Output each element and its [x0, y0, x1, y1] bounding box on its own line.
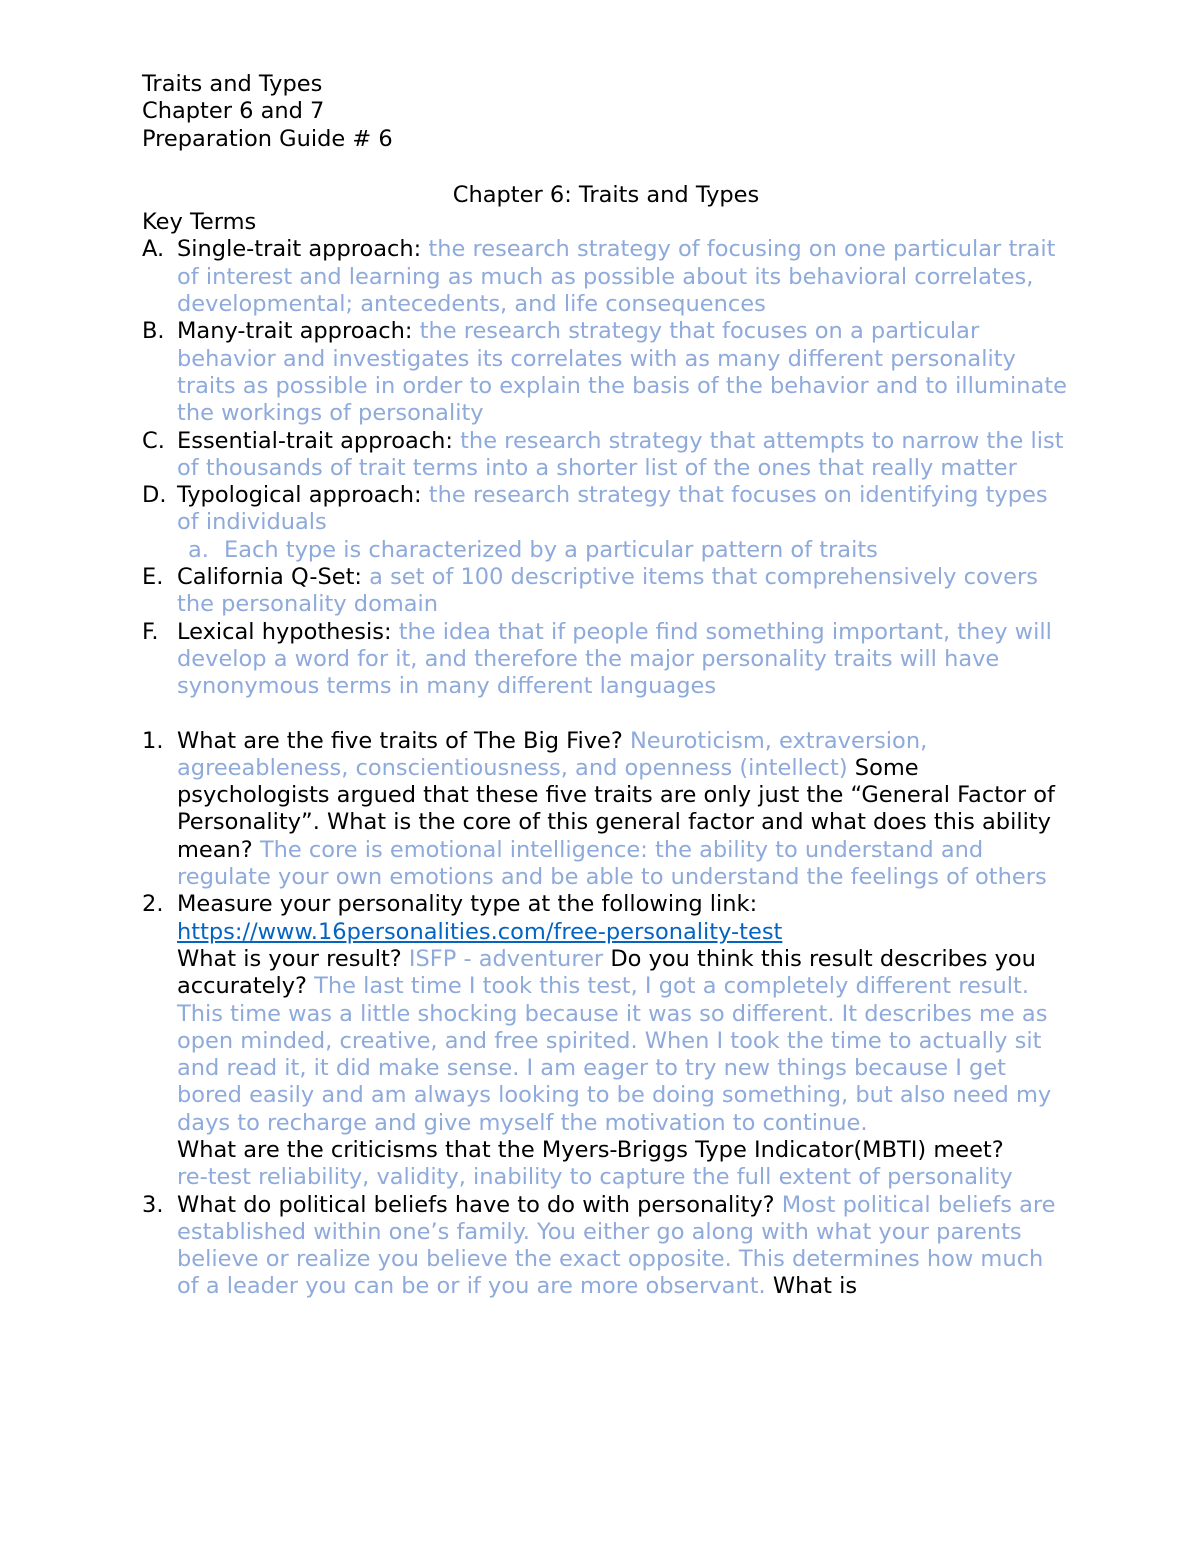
- question-text: What are the criticisms that the Myers-Briggs Type Indicator(MBTI) meet?: [177, 1136, 1004, 1163]
- key-term-item: [142, 236, 1070, 318]
- question-text: Do you think this result describes you accurately?: [177, 945, 1036, 1000]
- term-definition: a set of 100 descriptive items that comprehensively covers the personality domain: [177, 564, 1038, 618]
- spacer: [142, 153, 1070, 182]
- header-guide-number: Preparation Guide # 6: [142, 125, 393, 152]
- spacer: [142, 701, 1070, 728]
- answer-text: The core is emotional intelligence: the ability to understand and regulate your own emotions and be able to understand the feelings of others: [177, 836, 1047, 891]
- key-terms-heading: Key Terms: [142, 209, 257, 236]
- list-marker: E.: [142, 564, 164, 591]
- question-item-2: [142, 891, 1070, 1191]
- list-marker: B.: [142, 318, 165, 345]
- term-name: Typological approach:: [177, 482, 429, 509]
- document-header: [142, 71, 1070, 153]
- header-title: Traits and Types: [142, 71, 323, 97]
- term-definition: the research strategy of focusing on one particular trait of interest and learning as much as possible about its behavioral correlates, developmental; antecedents, and life consequences: [177, 236, 1056, 318]
- term-definition: the research strategy that focuses on identifying types of individuals: [177, 482, 1048, 536]
- term-name: Essential-trait approach:: [177, 427, 461, 454]
- question-text: What are the five traits of The Big Five?: [177, 727, 630, 754]
- key-term-subitem: [142, 537, 1070, 564]
- answer-text: The last time I took this test, I got a completely different result. This time was a little shocking because it was so different. It describes me as open minded, creative, and free spirited. When I took the time to actually sit and read it, it did make sense. I am eager to try new things because I get bored easily and am always looking to be doing something, but also need my days to recharge and give myself the motivation to continue.: [177, 973, 1052, 1136]
- question-text: What is your result?: [177, 945, 409, 972]
- term-name: Many-trait approach:: [177, 318, 420, 345]
- questions-list: [142, 728, 1070, 1301]
- key-term-item: [142, 318, 1070, 427]
- key-term-item: [142, 564, 1070, 619]
- personality-test-link[interactable]: https://www.16personalities.com/free-personality-test: [177, 918, 783, 945]
- list-marker: D.: [142, 482, 167, 509]
- header-chapters: Chapter 6 and 7: [142, 98, 325, 125]
- question-text: Some psychologists argued that these five traits are only just the “General Factor of Personality”. What is the core of this general factor and what does this ability mean?: [177, 754, 1055, 863]
- key-term-item: [142, 482, 1070, 537]
- chapter-title: Chapter 6: Traits and Types: [452, 181, 760, 208]
- term-definition: the idea that if people find something important, they will develop a word for it, and therefore the major personality traits will have synonymous terms in many different languages: [177, 618, 1052, 700]
- question-item-3: [142, 1192, 1070, 1301]
- sub-list-marker: a.: [188, 536, 209, 563]
- list-marker: 3.: [142, 1191, 164, 1218]
- list-marker: C.: [142, 427, 165, 454]
- answer-text: Most political beliefs are established within one’s family. You either go along with what your parents believe or realize you believe the exact opposite. This determines how much of a leader you can be or if you are more observant.: [177, 1191, 1056, 1300]
- question-text: Measure your personality type at the following link:: [177, 891, 758, 918]
- question-text: What is: [765, 1273, 858, 1300]
- list-marker: 1.: [142, 727, 164, 754]
- sub-item-text: Each type is characterized by a particular pattern of traits: [224, 536, 878, 563]
- term-name: Lexical hypothesis:: [177, 618, 399, 645]
- key-terms-list: [142, 236, 1070, 700]
- question-item-1: [142, 728, 1070, 892]
- key-term-item: [142, 619, 1070, 701]
- list-marker: F.: [142, 618, 159, 645]
- question-text: What do political beliefs have to do with personality?: [177, 1191, 782, 1218]
- list-marker: 2.: [142, 891, 164, 918]
- list-marker: A.: [142, 236, 165, 263]
- answer-text: ISFP - adventurer: [408, 945, 604, 972]
- answer-text: re-test reliability, validity, inability to capture the full extent of personality: [177, 1164, 1013, 1191]
- answer-text: Neuroticism, extraversion, agreeableness, conscientiousness, and openness (intellect): [177, 727, 928, 781]
- term-name: Single-trait approach:: [177, 236, 429, 263]
- term-definition: the research strategy that attempts to narrow the list of thousands of trait terms into a shorter list of the ones that really matter: [177, 427, 1064, 481]
- key-term-item: [142, 428, 1070, 483]
- term-definition: the research strategy that focuses on a particular behavior and investigates its correlates with as many different personality traits as possible in order to explain the basis of the behavior and to illuminate the workings of personality: [177, 318, 1067, 427]
- term-name: California Q-Set:: [177, 564, 370, 591]
